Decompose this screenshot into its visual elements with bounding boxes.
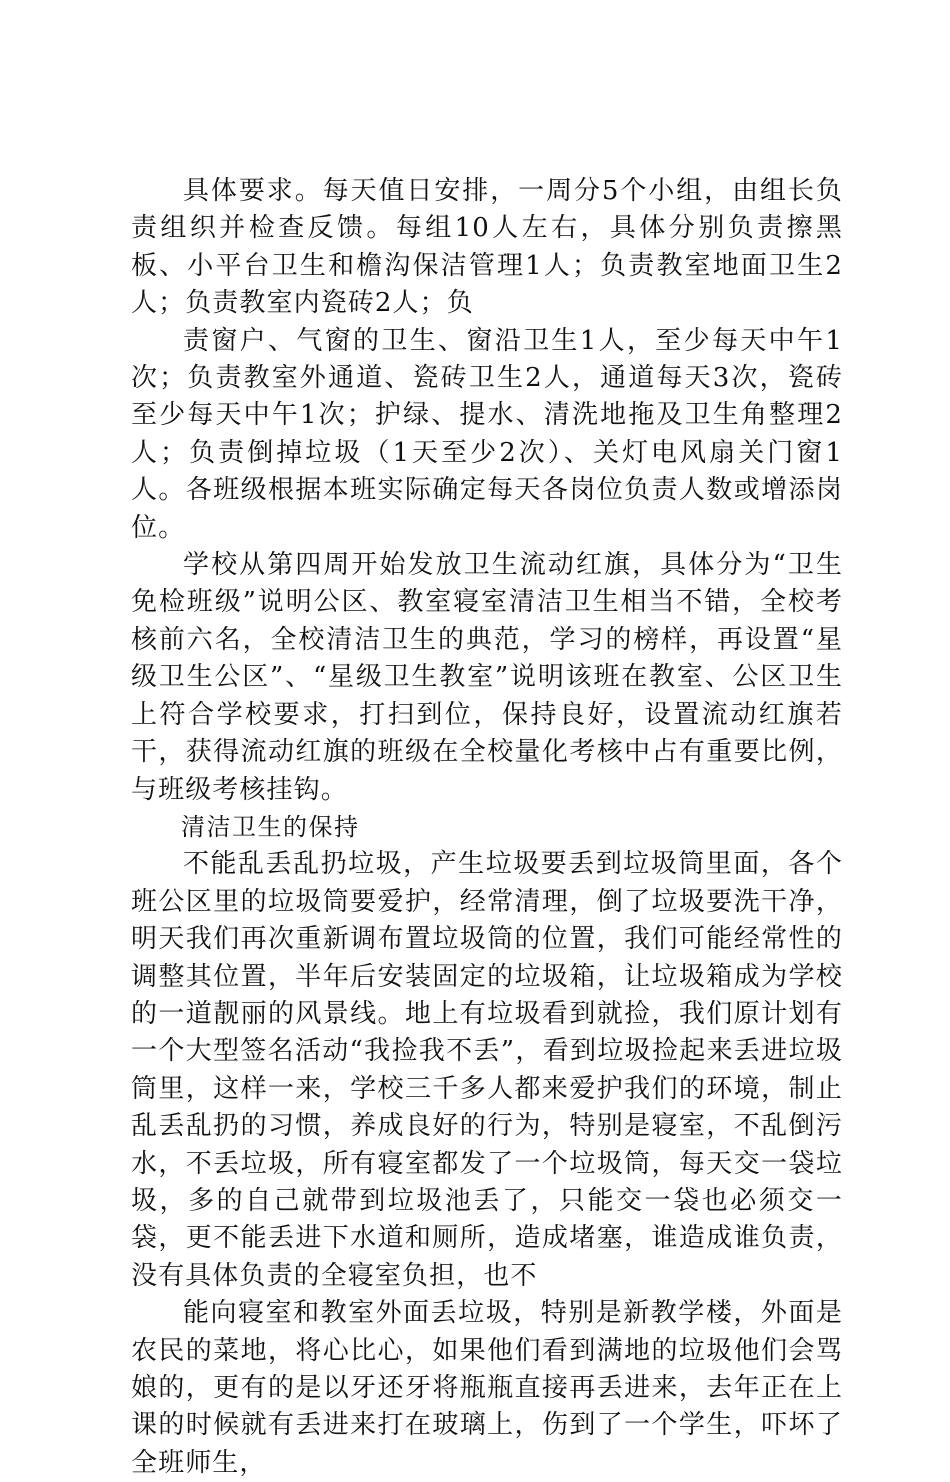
paragraph-no-littering: 不能乱丢乱扔垃圾，产生垃圾要丢到垃圾筒里面，各个班公区里的垃圾筒要爱护，经常清理，倒了垃圾要洗干净，明天我们再次重新调布置垃圾筒的位置，我们可能经常性的调整其位置，半年后安装固定的垃圾箱，让垃圾箱成为学校的一道靓丽的风景线。地上有垃圾看到就捡，我们原计划有一个大型签名活动“我捡我不丢”，看到垃圾捡起来丢进垃圾筒里，这样一来，学校三千多人都来爱护我们的环境，制止乱丢乱扔的习惯，养成良好的行为，特别是寝室，不乱倒污水，不丢垃圾，所有寝室都发了一个垃圾筒，每天交一袋垃圾，多的自己就带到垃圾池丢了，只能交一袋也必须交一袋，更不能丢进下水道和厕所，造成堵塞，谁造成谁负责，没有具体负责的全寝室负担，也不 xyxy=(131,849,843,1291)
document-body xyxy=(131,173,843,1482)
paragraph-daily-duty-requirements: 具体要求。每天值日安排，一周分5个小组，由组长负责组织并检查反馈。每组10人左右，具体分别负责擦黑板、小平台卫生和檐沟保洁管理1人；负责教室地面卫生2人；负责教室内瓷砖2人；负 xyxy=(131,176,843,319)
section-heading-cleanliness-maintenance: 清洁卫生的保持 xyxy=(181,812,360,841)
paragraph-duty-assignments: 责窗户、气窗的卫生、窗沿卫生1人，至少每天中午1次；负责教室外通道、瓷砖卫生2人，通道每天3次，瓷砖至少每天中午1次；护绿、提水、清洗地拖及卫生角整理2人；负责倒掉垃圾（1天至少2次）、关灯电风扇关门窗1人。各班级根据本班实际确定每天各岗位负责人数或增添岗位。 xyxy=(131,325,843,543)
paragraph-red-flag-award: 学校从第四周开始发放卫生流动红旗，具体分为“卫生免检班级”说明公区、教室寝室清洁卫生相当不错，全校考核前六名，全校清洁卫生的典范，学习的榜样，再设置“星级卫生公区”、“星级卫生教室”说明该班在教室、公区卫生上符合学校要求，打扫到位，保持良好，设置流动红旗若干，获得流动红旗的班级在全校量化考核中占有重要比例，与班级考核挂钩。 xyxy=(131,550,843,805)
paragraph-no-throwing-outside: 能向寝室和教室外面丢垃圾，特别是新教学楼，外面是农民的菜地，将心比心，如果他们看到满地的垃圾他们会骂娘的，更有的是以牙还牙将瓶瓶直接再丢进来，去年正在上课的时候就有丢进来打在玻璃上，伤到了一个学生，吓坏了全班师生， xyxy=(131,1298,843,1478)
